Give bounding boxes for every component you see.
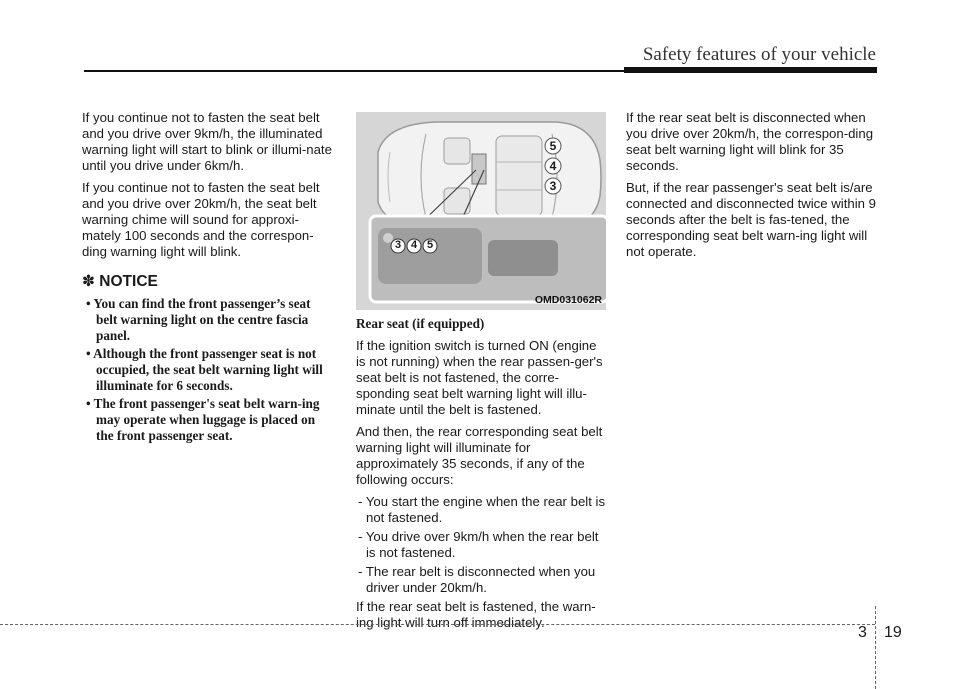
seat-callout: 5 [549,139,557,153]
panel-callout: 3 [394,239,402,251]
header-rule [84,70,624,72]
paragraph: If the rear seat belt is fastened, the warn-ing light will turn off immediately. [356,599,596,630]
notice-item: • Although the front passenger seat is not occupied, the seat belt warning light will illuminate for 6 seconds. [86,346,323,393]
footer-divider [875,606,876,689]
notice-title: ✽ NOTICE [82,273,158,290]
paragraph: If you continue not to fasten the seat belt and you drive over 9km/h, the illuminated warning light will start to blink or illumi-nate until you drive under 6km/h. [82,110,332,173]
section-heading: Rear seat (if equipped) [356,316,485,331]
car-illustration [356,112,606,310]
figure-code: OMD031062R [534,294,602,306]
header-rule-accent [624,67,877,73]
page-number: 19 [884,624,902,641]
paragraph: If the ignition switch is turned ON (engine is not running) when the rear passen-ger's seat belt is not fastened, the corre-sponding seat belt warning light will illu-minate until the belt is fastened. [356,338,603,417]
list-item: - You drive over 9km/h when the rear belt is not fastened. [358,529,599,560]
panel-callout: 4 [410,239,418,251]
paragraph: And then, the rear corresponding seat belt warning light will illuminate for approximately 35 seconds, if any of the following occurs: [356,424,603,487]
list-item: - The rear belt is disconnected when you driver under 20km/h. [358,564,596,595]
column-right [626,110,878,266]
notice-item: • The front passenger's seat belt warn-ing may operate when luggage is placed on the front passenger seat. [86,396,320,443]
chapter-number: 3 [858,624,867,641]
paragraph: If you continue not to fasten the seat belt and you drive over 20km/h, the seat belt warning chime will sound for approxi-mately 100 seconds and the correspon-ding warning light will blink. [82,180,320,259]
notice-list [82,296,334,444]
notice-item: • You can find the front passenger’s seat belt warning light on the centre fascia panel. [86,296,311,343]
header-title: Safety features of your vehicle [642,44,876,65]
seat-callout: 4 [549,159,557,173]
panel-callout: 5 [426,239,434,251]
list-item: - You start the engine when the rear belt is not fastened. [358,494,606,525]
column-left [82,110,334,446]
paragraph: But, if the rear passenger's seat belt is/are connected and disconnected twice within 9 seconds after the belt is fas-tened, the corresponding seat belt warn-ing light will not operate. [626,180,876,259]
paragraph: If the rear seat belt is disconnected when you drive over 20km/h, the correspon-ding seat belt warning light will blink for 35 seconds. [626,110,874,173]
seat-belt-figure [356,112,606,310]
footer-rule [0,624,875,625]
seat-callout: 3 [549,179,557,193]
column-middle [356,316,606,637]
